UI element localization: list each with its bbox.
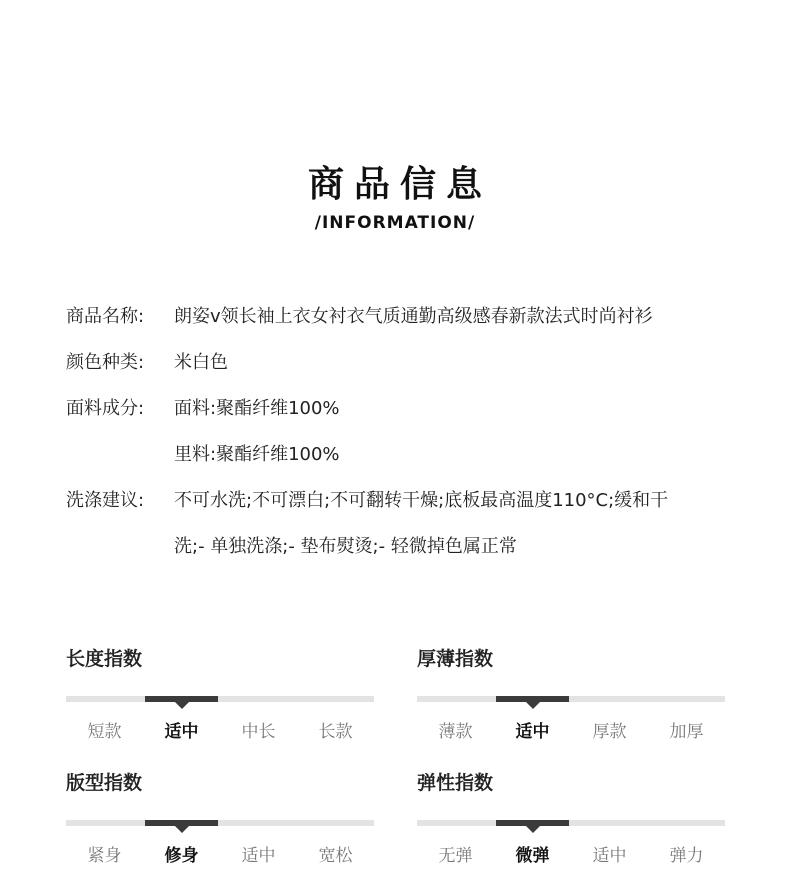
- length-option: 中长: [241, 722, 276, 742]
- thickness-option: 厚款: [592, 722, 627, 742]
- color-text: 米白色: [174, 352, 228, 373]
- color-label: 颜色种类:: [66, 352, 145, 373]
- elasticity-option: 弹力: [669, 846, 704, 866]
- section-subtitle: /INFORMATION/: [314, 213, 476, 233]
- fit-option: 修身: [164, 846, 199, 866]
- fabric-label: 面料成分:: [66, 398, 145, 419]
- thickness-index-track: [417, 696, 725, 702]
- fit-option: 宽松: [318, 846, 353, 866]
- length-index-marker: [145, 696, 218, 702]
- section-title: 商品信息: [307, 164, 492, 205]
- fit-option: 紧身: [87, 846, 122, 866]
- product-info-table: [66, 294, 746, 570]
- info-row-color: [66, 340, 746, 386]
- info-row-fabric: [66, 386, 746, 478]
- fit-index-marker: [145, 820, 218, 826]
- elasticity-option: 无弹: [438, 846, 473, 866]
- length-index: [66, 646, 374, 742]
- length-option: 短款: [87, 722, 122, 742]
- thickness-option: 薄款: [438, 722, 473, 742]
- fit-index-track: [66, 820, 374, 826]
- info-row-name: [66, 294, 746, 340]
- fabric-value: [174, 386, 746, 478]
- fit-index-options: [66, 841, 374, 866]
- fabric-line-lining: 里料:聚酯纤维100%: [174, 444, 340, 465]
- thickness-index-marker: [496, 696, 569, 702]
- fit-index-title: 版型指数: [66, 772, 143, 794]
- elasticity-option: 微弹: [515, 846, 550, 866]
- fit-index: [66, 770, 374, 866]
- fabric-line-outer: 面料:聚酯纤维100%: [174, 398, 340, 419]
- length-option: 长款: [318, 722, 353, 742]
- length-option: 适中: [164, 722, 199, 742]
- length-index-options: [66, 717, 374, 742]
- info-row-wash: [66, 478, 746, 570]
- thickness-index-options: [417, 717, 725, 742]
- thickness-index-title: 厚薄指数: [417, 648, 494, 670]
- fit-option: 适中: [241, 846, 276, 866]
- elasticity-option: 适中: [592, 846, 627, 866]
- thickness-index: [417, 646, 725, 742]
- elasticity-index-track: [417, 820, 725, 826]
- name-label: 商品名称:: [66, 306, 145, 327]
- wash-label: 洗涤建议:: [66, 490, 145, 511]
- length-index-track: [66, 696, 374, 702]
- elasticity-index-marker: [496, 820, 569, 826]
- elasticity-index-options: [417, 841, 725, 866]
- thickness-option: 适中: [515, 722, 550, 742]
- color-value: [174, 340, 746, 386]
- name-text: 朗姿v领长袖上衣女衬衣气质通勤高级感春新款法式时尚衬衫: [174, 306, 653, 327]
- length-index-title: 长度指数: [66, 648, 143, 670]
- wash-line-1: 不可水洗;不可漂白;不可翻转干燥;底板最高温度110°C;缓和干: [174, 490, 669, 511]
- thickness-option: 加厚: [669, 722, 704, 742]
- name-value: [174, 294, 746, 340]
- elasticity-index-title: 弹性指数: [417, 772, 494, 794]
- elasticity-index: [417, 770, 725, 866]
- wash-line-2: 洗;- 单独洗涤;- 垫布熨烫;- 轻微掉色属正常: [174, 536, 517, 557]
- wash-value: [174, 478, 746, 570]
